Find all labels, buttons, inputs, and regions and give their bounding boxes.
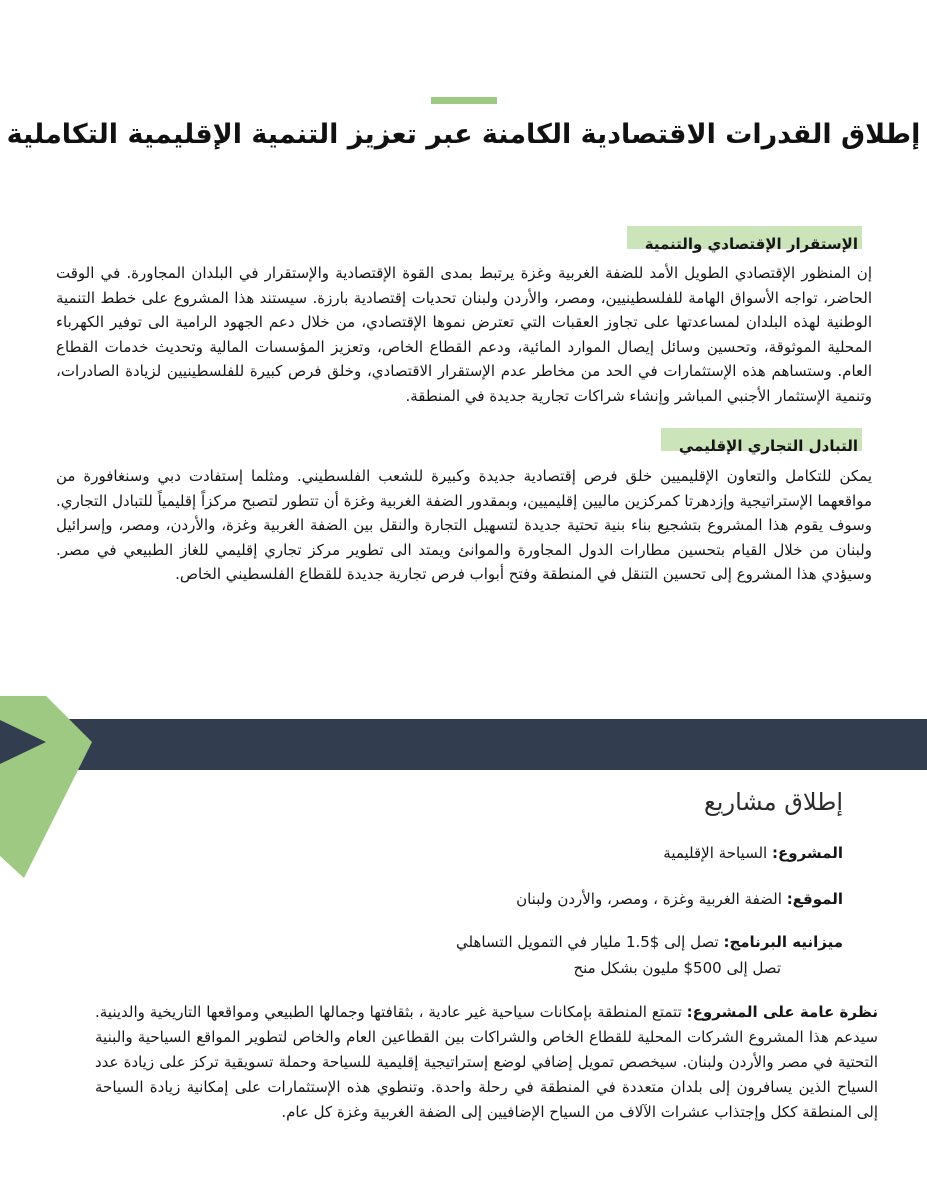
title-accent-dash <box>431 97 497 104</box>
paragraph-regional-trade: يمكن للتكامل والتعاون الإقليميين خلق فرص إقتصادية جديدة وكبيرة للشعب الفلسطيني. ومثلما إستفادت دبي وسنغافورة من مواقعهما الإستراتيجية وإزدهرتا كمركزين ماليين إقليميين، وبمقدور الضفة الغربية وغزة أن تتطور لتصبح مركزاً إقليمياً للتبادل التجاري. وسوف يقوم هذا المشروع بتشجيع بناء بنية تحتية جديدة لتسهيل التجارة والنقل بين الضفة الغربية وغزة، والأردن، ومصر، وإسرائيل ولبنان من خلال القيام بتحسين مطارات الدول المجاورة والموانئ ويمتد الى تطوير مركز تجاري إقليمي للغاز الطبيعي في مصر. وسيؤدي هذا المشروع إلى تحسين التنقل في المنطقة وفتح أبواب فرص تجارية جديدة للقطاع الفلسطيني الخاص. <box>56 467 872 583</box>
paragraph-economic-stability: إن المنظور الإقتصادي الطويل الأمد للضفة الغربية وغزة يرتبط بمدى القوة الإقتصادية والإستقرار في البلدان المجاورة. في الوقت الحاضر، تواجه الأسواق الهامة للفلسطينيين، ومصر، والأردن ولبنان تحديات إقتصادية بارزة. سيستند هذا المشروع على خطط التنمية الوطنية لهذه البلدان لمساعدتها على تجاوز العقبات التي تعترض نموها الإقتصادي، من خلال دعم الجهود الرامية الى توفير الكهرباء المحلية الموثوقة، وتحسين وسائل إيصال الموارد المائية، ودعم القطاع الخاص، وتعزيز المؤسسات المالية وتحديث خدمات القطاع العام. وستساهم هذه الإستثمارات في الحد من مخاطر عدم الإستقرار الاقتصادي، وخلق فرص كبيرة للفلسطينيين لزيادة الصادرات، وتنمية الإستثمار الأجنبي المباشر وإنشاء شراكات تجارية جديدة في المنطقة. <box>56 264 872 405</box>
location-label: الموقع: <box>786 890 843 908</box>
project-line <box>663 844 843 862</box>
budget-value-line1: تصل إلى $1.5 مليار في التمويل التساهلي <box>456 933 719 951</box>
project-value: السياحة الإقليمية <box>663 844 768 862</box>
budget-label: ميزانيه البرنامج: <box>723 933 843 951</box>
location-value: الضفة الغربية وغزة ، ومصر، والأردن ولبنان <box>516 890 782 908</box>
heading-highlight <box>627 226 862 253</box>
chevron-icon <box>0 690 100 890</box>
divider-band <box>0 719 927 770</box>
overview-text: تتمتع المنطقة بإمكانات سياحية غير عادية ، بثقافتها وجمالها الطبيعي ومواقعها التاريخية والدينية. سيدعم هذا المشروع الشركات المحلية للقطاع الخاص والشراكات بين القطاعين العام والخاص لتطوير المواقع السياحية والبنية التحتية في مصر والأردن ولبنان. سيخصص تمويل إضافي لوضع إستراتيجية إقليمية للسياحة وحملة تسويقية تركز على زيادة عدد السياح الذين يسافرون إلى بلدان متعددة في المنطقة في رحلة واحدة. وتنطوي هذه الإستثمارات على إمكانية زيادة السياحة إلى المنطقة ككل وإجتذاب عشرات الآلاف من السياح الإضافيين إلى الضفة الغربية وغزة كل عام. <box>95 1003 878 1121</box>
location-line <box>516 890 843 908</box>
projects-heading: إطلاق مشاريع <box>704 788 843 816</box>
overview-label: نظرة عامة على المشروع: <box>686 1003 878 1021</box>
heading-highlight <box>661 428 862 455</box>
page-title: إطلاق القدرات الاقتصادية الكامنة عبر تعزيز التنمية الإقليمية التكاملية <box>6 119 921 150</box>
section-heading-economic-stability <box>627 226 862 253</box>
budget-line-2 <box>573 959 781 977</box>
project-overview-paragraph <box>95 1000 878 1125</box>
section-heading-regional-trade <box>661 428 862 455</box>
budget-line <box>456 933 843 951</box>
budget-value-line2: تصل إلى 500$ مليون بشكل منح <box>573 959 781 977</box>
section-heading-text: الإستقرار الإقتصادي والتنمية <box>644 235 858 253</box>
project-label: المشروع: <box>772 844 843 862</box>
section-heading-text: التبادل التجاري الإقليمي <box>678 437 858 455</box>
